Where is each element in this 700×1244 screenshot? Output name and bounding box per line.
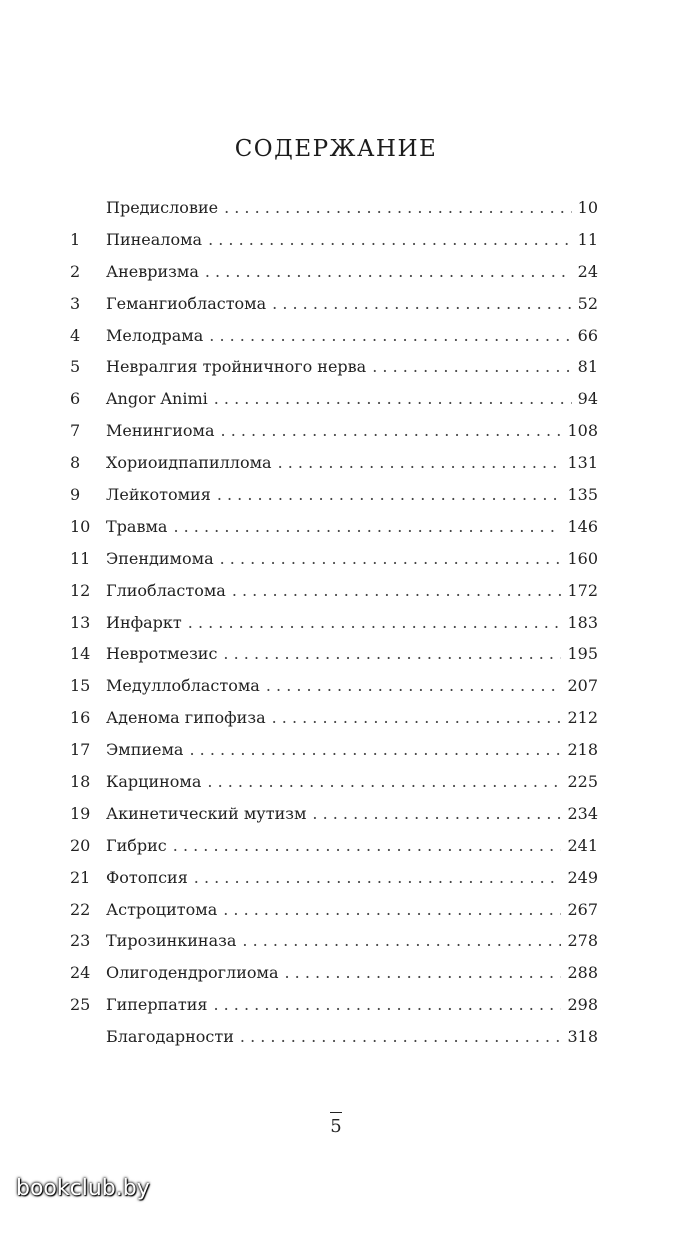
- chapter-title: Астроцитома: [106, 899, 218, 919]
- chapter-title: Пинеалома: [106, 229, 203, 249]
- chapter-number: 13: [70, 612, 91, 632]
- dot-leader: [194, 868, 562, 887]
- dot-leader: [278, 453, 562, 472]
- page-number: 249: [567, 867, 598, 887]
- chapter-number: 17: [70, 740, 91, 760]
- toc-row: [70, 549, 598, 581]
- toc-row: [70, 772, 598, 804]
- chapter-number: 14: [70, 644, 91, 664]
- chapter-number: 12: [70, 580, 91, 600]
- page-number: 207: [567, 676, 598, 696]
- dot-leader: [173, 836, 562, 855]
- chapter-title: Гиперпатия: [106, 995, 208, 1015]
- folio: [0, 1112, 672, 1137]
- toc-row: [70, 389, 598, 421]
- toc-row: [70, 357, 598, 389]
- page-title: СОДЕРЖАНИЕ: [234, 136, 438, 162]
- chapter-title: Аневризма: [106, 261, 199, 281]
- page-number: 66: [577, 325, 598, 345]
- page-number: 131: [567, 453, 598, 473]
- dot-leader: [272, 708, 562, 727]
- toc-row: [70, 230, 598, 262]
- watermark: bookclub.by: [16, 1176, 150, 1201]
- chapter-number: 1: [70, 229, 81, 249]
- chapter-number: 25: [70, 995, 91, 1015]
- toc-row: [70, 900, 598, 932]
- table-of-contents: [70, 198, 598, 1059]
- chapter-title: Олигодендроглиома: [106, 963, 279, 983]
- dot-leader: [312, 804, 561, 823]
- toc-row: [70, 581, 598, 613]
- chapter-title: Аденома гипофиза: [106, 708, 266, 728]
- folio-number: 5: [330, 1116, 342, 1137]
- toc-row: [70, 708, 598, 740]
- toc-row: [70, 326, 598, 358]
- chapter-title: Благодарности: [106, 1027, 234, 1047]
- chapter-number: 21: [70, 867, 91, 887]
- page-number: 267: [567, 899, 598, 919]
- dot-leader: [209, 326, 571, 345]
- page-number: 212: [567, 708, 598, 728]
- toc-row: [70, 198, 598, 230]
- chapter-number: 15: [70, 676, 91, 696]
- page-number: 11: [577, 229, 598, 249]
- dot-leader: [232, 581, 562, 600]
- dot-leader: [208, 230, 572, 249]
- page-number: 94: [577, 389, 598, 409]
- page-number: 24: [577, 261, 598, 281]
- page-number: 135: [567, 485, 598, 505]
- dot-leader: [207, 772, 561, 791]
- chapter-number: 18: [70, 772, 91, 792]
- page-number: 160: [567, 548, 598, 568]
- chapter-title: Angor Animi: [106, 389, 208, 409]
- page-number: 52: [577, 293, 598, 313]
- chapter-number: 20: [70, 835, 91, 855]
- dot-leader: [223, 644, 561, 663]
- page-number: 298: [567, 995, 598, 1015]
- page-number: 172: [567, 580, 598, 600]
- dot-leader: [221, 421, 562, 440]
- chapter-number: 19: [70, 803, 91, 823]
- chapter-number: 6: [70, 389, 81, 409]
- page-number: 108: [567, 421, 598, 441]
- chapter-number: 7: [70, 421, 81, 441]
- dot-leader: [173, 517, 561, 536]
- dot-leader: [266, 676, 562, 695]
- chapter-title: Глиобластома: [106, 580, 226, 600]
- toc-row: [70, 963, 598, 995]
- chapter-title: Лейкотомия: [106, 485, 211, 505]
- page-number: 241: [567, 835, 598, 855]
- chapter-title: Предисловие: [106, 198, 219, 217]
- chapter-title: Тирозинкиназа: [106, 931, 237, 951]
- dot-leader: [372, 357, 571, 376]
- toc-row: [70, 485, 598, 517]
- toc-row: [70, 836, 598, 868]
- page-number: 146: [567, 516, 598, 536]
- chapter-title: Карцинома: [106, 772, 202, 792]
- dot-leader: [240, 1027, 562, 1046]
- dot-leader: [272, 294, 571, 313]
- chapter-title: Невротмезис: [106, 644, 218, 664]
- dot-leader: [214, 389, 572, 408]
- toc-row: [70, 804, 598, 836]
- chapter-number: 3: [70, 293, 81, 313]
- chapter-title: Медуллобластома: [106, 676, 260, 696]
- toc-row: [70, 676, 598, 708]
- chapter-title: Эпендимома: [106, 548, 214, 568]
- toc-row: [70, 868, 598, 900]
- chapter-title: Фотопсия: [106, 867, 188, 887]
- chapter-title: Акинетический мутизм: [106, 803, 307, 823]
- chapter-title: Травма: [106, 516, 168, 536]
- dot-leader: [224, 198, 572, 217]
- dot-leader: [242, 931, 561, 950]
- page-number: 318: [567, 1027, 598, 1047]
- chapter-title: Эмпиема: [106, 740, 184, 760]
- toc-row: [70, 931, 598, 963]
- toc-row: [70, 294, 598, 326]
- dot-leader: [213, 995, 561, 1014]
- chapter-number: 11: [70, 548, 91, 568]
- dot-leader: [205, 262, 572, 281]
- page-number: 288: [567, 963, 598, 983]
- chapter-number: 2: [70, 261, 81, 281]
- chapter-number: 23: [70, 931, 91, 951]
- toc-row: [70, 1027, 598, 1059]
- toc-row: [70, 453, 598, 485]
- chapter-number: 9: [70, 485, 81, 505]
- chapter-number: 8: [70, 453, 81, 473]
- dot-leader: [220, 549, 562, 568]
- chapter-number: 22: [70, 899, 91, 919]
- page-number: 225: [567, 772, 598, 792]
- dot-leader: [223, 900, 561, 919]
- chapter-number: 24: [70, 963, 91, 983]
- toc-row: [70, 517, 598, 549]
- folio-rule: [330, 1112, 342, 1113]
- chapter-number: 16: [70, 708, 91, 728]
- chapter-title: Менингиома: [106, 421, 215, 441]
- chapter-number: 4: [70, 325, 81, 345]
- page-number: 183: [567, 612, 598, 632]
- chapter-title: Хориоидпапиллома: [106, 453, 272, 473]
- dot-leader: [285, 963, 562, 982]
- toc-row: [70, 421, 598, 453]
- chapter-number: 5: [70, 357, 81, 377]
- page-number: 234: [567, 803, 598, 823]
- chapter-title: Мелодрама: [106, 325, 204, 345]
- page-number: 195: [567, 644, 598, 664]
- dot-leader: [217, 485, 562, 504]
- chapter-title: Инфаркт: [106, 612, 182, 632]
- toc-row: [70, 644, 598, 676]
- dot-leader: [188, 613, 562, 632]
- page-number: 278: [567, 931, 598, 951]
- chapter-title: Невралгия тройничного нерва: [106, 357, 367, 377]
- page-number: 218: [567, 740, 598, 760]
- page-number: 81: [577, 357, 598, 377]
- toc-row: [70, 613, 598, 645]
- toc-row: [70, 740, 598, 772]
- chapter-title: Гибрис: [106, 835, 167, 855]
- dot-leader: [189, 740, 561, 759]
- chapter-number: 10: [70, 516, 91, 536]
- chapter-title: Гемангиобластома: [106, 293, 267, 313]
- toc-row: [70, 262, 598, 294]
- toc-row: [70, 995, 598, 1027]
- page-number: 10: [577, 198, 598, 217]
